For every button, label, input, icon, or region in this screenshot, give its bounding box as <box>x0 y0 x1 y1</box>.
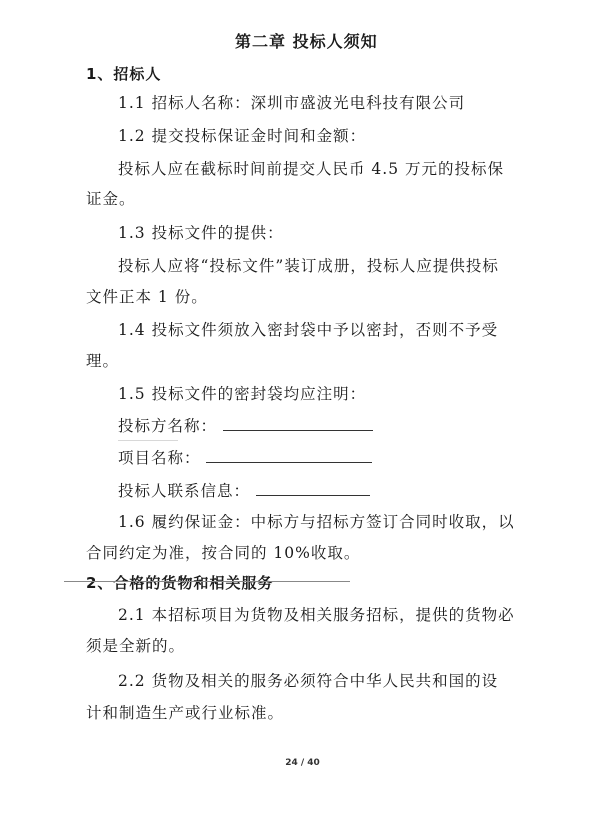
clause-1-4-a: 1.4 投标文件须放入密封袋中予以密封，否则不予受 <box>118 321 499 339</box>
field-project-name-label: 项目名称： <box>118 449 201 467</box>
clause-2-2-b: 计和制造生产或行业标准。 <box>86 704 285 722</box>
scan-smudge <box>118 440 178 441</box>
field-bidder-name-label: 投标方名称： <box>118 417 218 435</box>
field-bidder-name <box>118 416 373 436</box>
field-contact-info <box>118 481 370 501</box>
field-contact-info-blank <box>256 481 370 496</box>
clause-1-1: 1.1 招标人名称：深圳市盛波光电科技有限公司 <box>118 94 466 112</box>
clause-2-2-a: 2.2 货物及相关的服务必须符合中华人民共和国的设 <box>118 672 499 690</box>
field-contact-info-label: 投标人联系信息： <box>118 482 251 500</box>
clause-2-1-b: 须是全新的。 <box>86 637 186 655</box>
chapter-title: 第二章 投标人须知 <box>235 32 378 51</box>
field-project-name <box>118 448 372 468</box>
clause-1-6-a: 1.6 履约保证金：中标方与招标方签订合同时收取，以 <box>118 513 515 531</box>
field-bidder-name-blank <box>223 416 373 431</box>
clause-1-6-b: 合同约定为准，按合同的 10%收取。 <box>86 544 361 562</box>
clause-1-4-b: 理。 <box>86 352 120 370</box>
clause-1-2-body-b: 证金。 <box>86 190 136 208</box>
clause-1-3-body-a: 投标人应将“投标文件”装订成册，投标人应提供投标 <box>118 257 499 275</box>
clause-2-1-a: 2.1 本招标项目为货物及相关服务招标，提供的货物必 <box>118 606 515 624</box>
section-heading-1: 1、招标人 <box>86 65 162 83</box>
clause-1-2: 1.2 提交投标保证金时间和金额： <box>118 127 367 145</box>
field-project-name-blank <box>206 448 372 463</box>
clause-1-2-body-a: 投标人应在截标时间前提交人民币 4.5 万元的投标保 <box>118 160 505 178</box>
clause-1-3-body-b: 文件正本 1 份。 <box>86 288 208 306</box>
scan-artifact-line <box>64 581 350 582</box>
clause-1-5: 1.5 投标文件的密封袋均应注明： <box>118 385 367 403</box>
clause-1-3: 1.3 投标文件的提供： <box>118 224 284 242</box>
section-heading-2: 2、合格的货物和相关服务 <box>86 574 274 592</box>
page-number: 24 / 40 <box>285 758 320 768</box>
